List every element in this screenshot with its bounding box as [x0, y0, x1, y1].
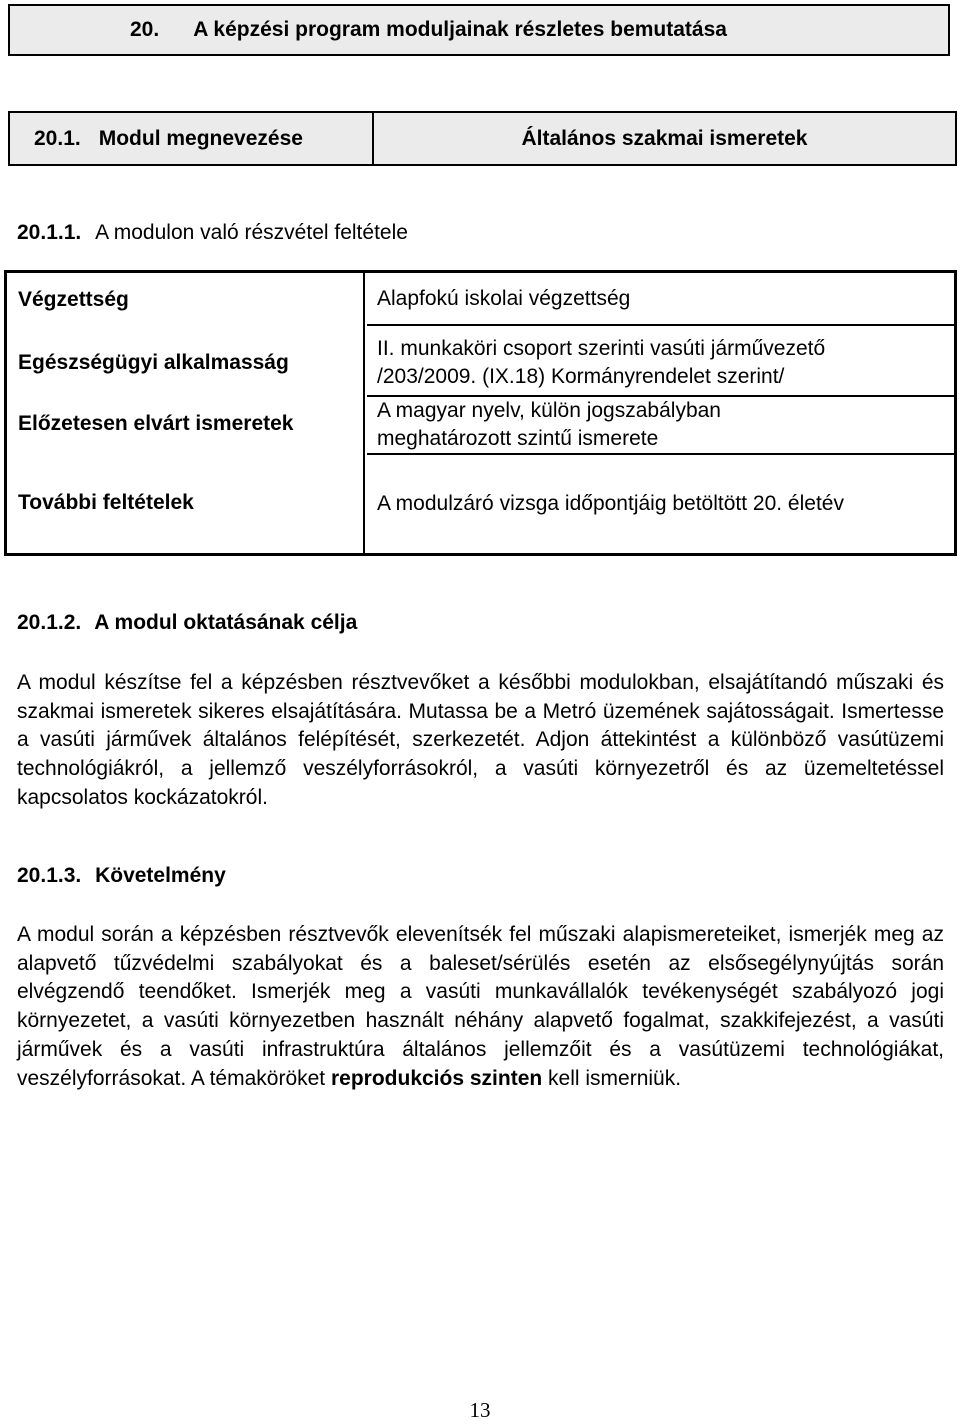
condition-value-education: Alapfokú iskolai végzettség — [377, 287, 631, 310]
condition-value-health-line: /203/2009. (IX.18) Kormányrendelet szerint/ — [377, 365, 785, 388]
condition-value-prior-knowledge — [377, 397, 721, 453]
condition-label-health: Egészségügyi alkalmasság — [18, 351, 289, 374]
condition-value-health-line: II. munkaköri csoport szerinti vasúti járművezető — [377, 337, 826, 360]
module-label-cell — [10, 113, 374, 164]
page-number: 13 — [469, 1398, 491, 1422]
requirement-bold-text: reprodukciós szinten — [330, 1066, 543, 1090]
module-number: 20.1. — [34, 126, 81, 150]
section-title-box — [8, 4, 950, 56]
row-divider — [367, 324, 954, 326]
requirement-title: Követelmény — [95, 864, 226, 887]
row-divider — [367, 453, 954, 455]
participation-number: 20.1.1. — [17, 221, 82, 244]
condition-value-prior-line: A magyar nyelv, külön jogszabályban — [377, 399, 721, 422]
participation-heading — [17, 221, 408, 245]
condition-value-health — [377, 335, 825, 391]
conditions-table — [4, 270, 957, 556]
condition-label-education: Végzettség — [18, 288, 129, 311]
requirement-heading — [17, 864, 226, 888]
goal-number: 20.1.2. — [17, 611, 82, 634]
condition-label-other: További feltételek — [18, 491, 194, 514]
condition-value-other: A modulzáró vizsga időpontjáig betöltött 20. életév — [377, 492, 844, 515]
module-name: Általános szakmai ismeretek — [521, 126, 808, 150]
condition-label-prior-knowledge: Előzetesen elvárt ismeretek — [18, 412, 294, 435]
goal-heading — [17, 611, 357, 635]
section-number: 20. — [130, 18, 160, 41]
module-name-cell — [374, 113, 955, 164]
goal-title: A modul oktatásának célja — [94, 611, 358, 634]
module-name-row — [8, 111, 957, 166]
module-label: Modul megnevezése — [98, 126, 303, 150]
requirement-paragraph — [17, 921, 944, 1093]
requirement-number: 20.1.3. — [17, 864, 82, 887]
condition-value-prior-line: meghatározott szintű ismerete — [377, 427, 659, 450]
requirement-text: A modul során a képzésben résztvevők elevenítsék fel műszaki alapismereteiket, ismerjék meg az alapvető tűzvédelmi szabályokat és a baleset/sérülés esetén az elsősegélynyújtás során elvégzendő teendőket. Ismerjék meg a vasúti munkavállalók tevékenységét szabályozó jogi környezetet, a vasúti környezetben használt néhány alapvető fogalmat, szakkifejezést, a vasúti járművek és a vasúti infrastruktúra általános jellemzőit és a vasútüzemi technológiákat, veszélyforrásokat. A témaköröket — [17, 923, 944, 1090]
participation-title: A modulon való részvétel feltétele — [95, 221, 408, 244]
goal-paragraph: A modul készítse fel a képzésben résztvevőket a későbbi modulokban, elsajátítandó műszaki és szakmai ismeretek sikeres elsajátítására. Mutassa be a Metró üzemének sajátosságait. Ismertesse a vasúti járművek általános felépítését, szerkezetét. Adjon áttekintést a különböző vasútüzemi technológiákról, a jellemző veszélyforrásokról, a vasúti környezetről és az üzemeltetéssel kapcsolatos kockázatokról. — [17, 671, 944, 809]
requirement-text-end: kell ismerniük. — [542, 1066, 682, 1090]
section-title: A képzési program moduljainak részletes bemutatása — [193, 18, 727, 41]
